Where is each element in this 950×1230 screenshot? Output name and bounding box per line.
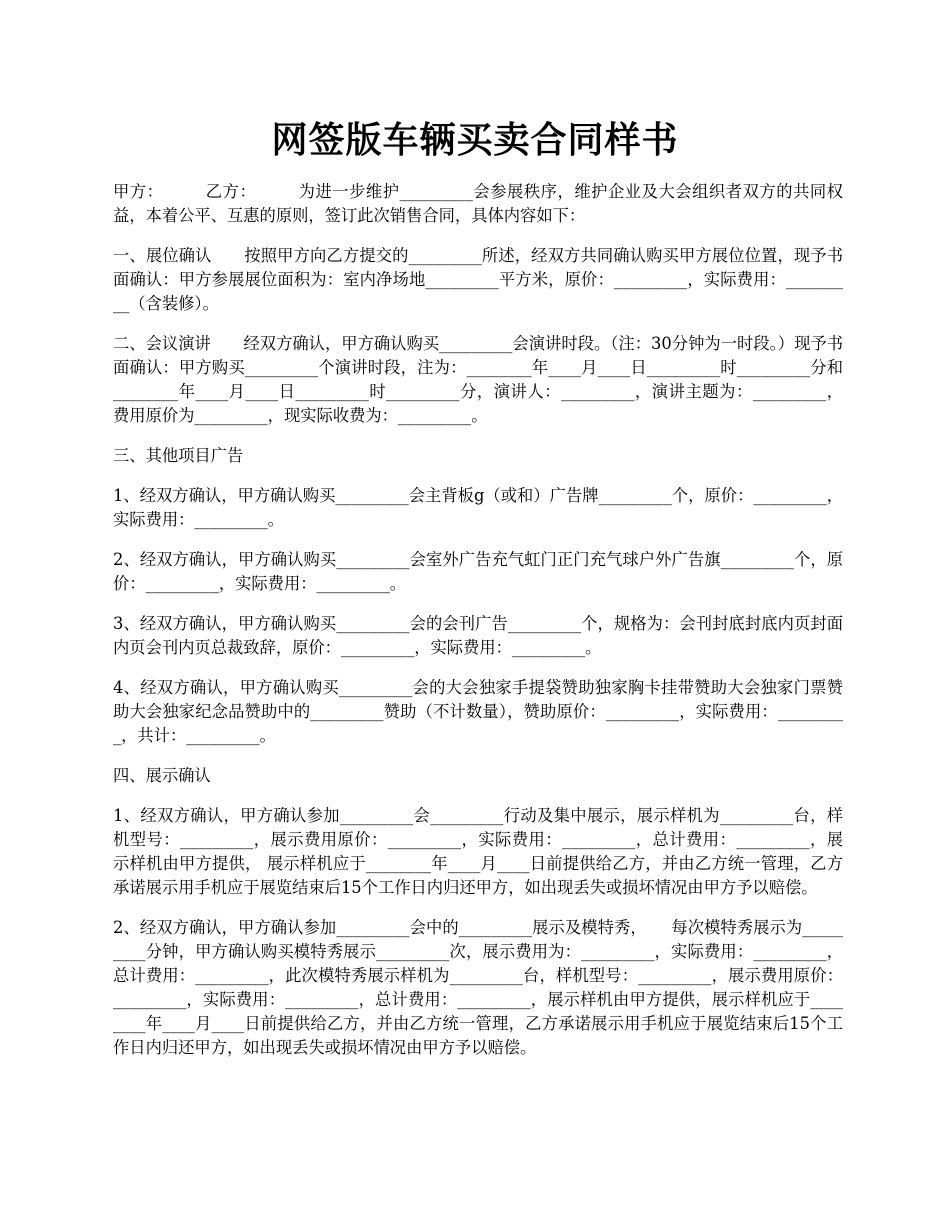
paragraph-ad-item-3: 3、经双方确认，甲方确认购买_________会的会刊广告_________个，规格为：会刊封底封底内页封面内页会刊内页总裁致辞，原价：_________，实际费用：_________。 [113, 614, 843, 657]
paragraph-ad-item-2: 2、经双方确认，甲方确认购买_________会室外广告充气虹门正门充气球户外广告旗_________个，原价：_________，实际费用：_________。 [113, 550, 843, 593]
paragraph-display-item-1: 1、经双方确认，甲方确认参加_________会_________行动及集中展示，展示样机为_________台，样机型号：_________，展示费用原价：_________，实际费用：_________，总计费用：_________，展示样机由甲方提供， 展示样机应于________年____月____日前提供给乙方，并由乙方统一管理，乙方承诺展示用手机应于展览结束后15个工作日内归还甲方，如出现丢失或损坏情况由甲方予以赔偿。 [113, 806, 843, 897]
document-title: 网签版车辆买卖合同样书 [271, 119, 679, 161]
paragraph-ad-item-1: 1、经双方确认，甲方确认购买_________会主背板g（或和）广告牌_________个，原价：_________，实际费用：_________。 [113, 486, 843, 529]
document-body [113, 180, 843, 1076]
paragraph-display-item-2: 2、经双方确认，甲方确认参加_________会中的_________展示及模特秀， 每次模特秀展示为_________分钟，甲方确认购买模特秀展示_________次，展示费用为：_________，实际费用：_________，总计费用：_________，此次模特秀展示样机为_________台，样机型号：_________，展示费用原价：_________，实际费用：_________，总计费用：_________，展示样机由甲方提供，展示样机应于________年____月____日前提供给乙方，并由乙方统一管理，乙方承诺展示用手机应于展览结束后15个工作日内归还甲方，如出现丢失或损坏情况由甲方予以赔偿。 [113, 918, 843, 1057]
paragraph-booth-confirmation: 一、展位确认 按照甲方向乙方提交的_________所述，经双方共同确认购买甲方展位位置，现予书面确认：甲方参展展位面积为：室内净场地_________平方米，原价：_________，实际费用：_________（含装修）。 [113, 246, 843, 313]
paragraph-ad-item-4: 4、经双方确认，甲方确认购买_________会的大会独家手提袋赞助独家胸卡挂带赞助大会独家门票赞助大会独家纪念品赞助中的_________赞助（不计数量），赞助原价：_________，实际费用：_________，共计：_________。 [113, 678, 843, 745]
section-heading-other-ads: 三、其他项目广告 [113, 446, 244, 465]
paragraph-intro: 甲方： 乙方： 为进一步维护_________会参展秩序，维护企业及大会组织者双方的共同权益，本着公平、互惠的原则，签订此次销售合同，具体内容如下： [113, 182, 843, 225]
section-heading-display: 四、展示确认 [113, 766, 211, 785]
paragraph-speech-confirmation: 二、会议演讲 经双方确认，甲方确认购买_________会演讲时段。（注：30分钟为一时段。）现予书面确认：甲方购买_________个演讲时段，注为：________年____月____日_________时_________分和________年____月____日_________时_________分，演讲人：_________，演讲主题为：_________，费用原价为_________，现实际收费为：_________。 [113, 334, 843, 425]
